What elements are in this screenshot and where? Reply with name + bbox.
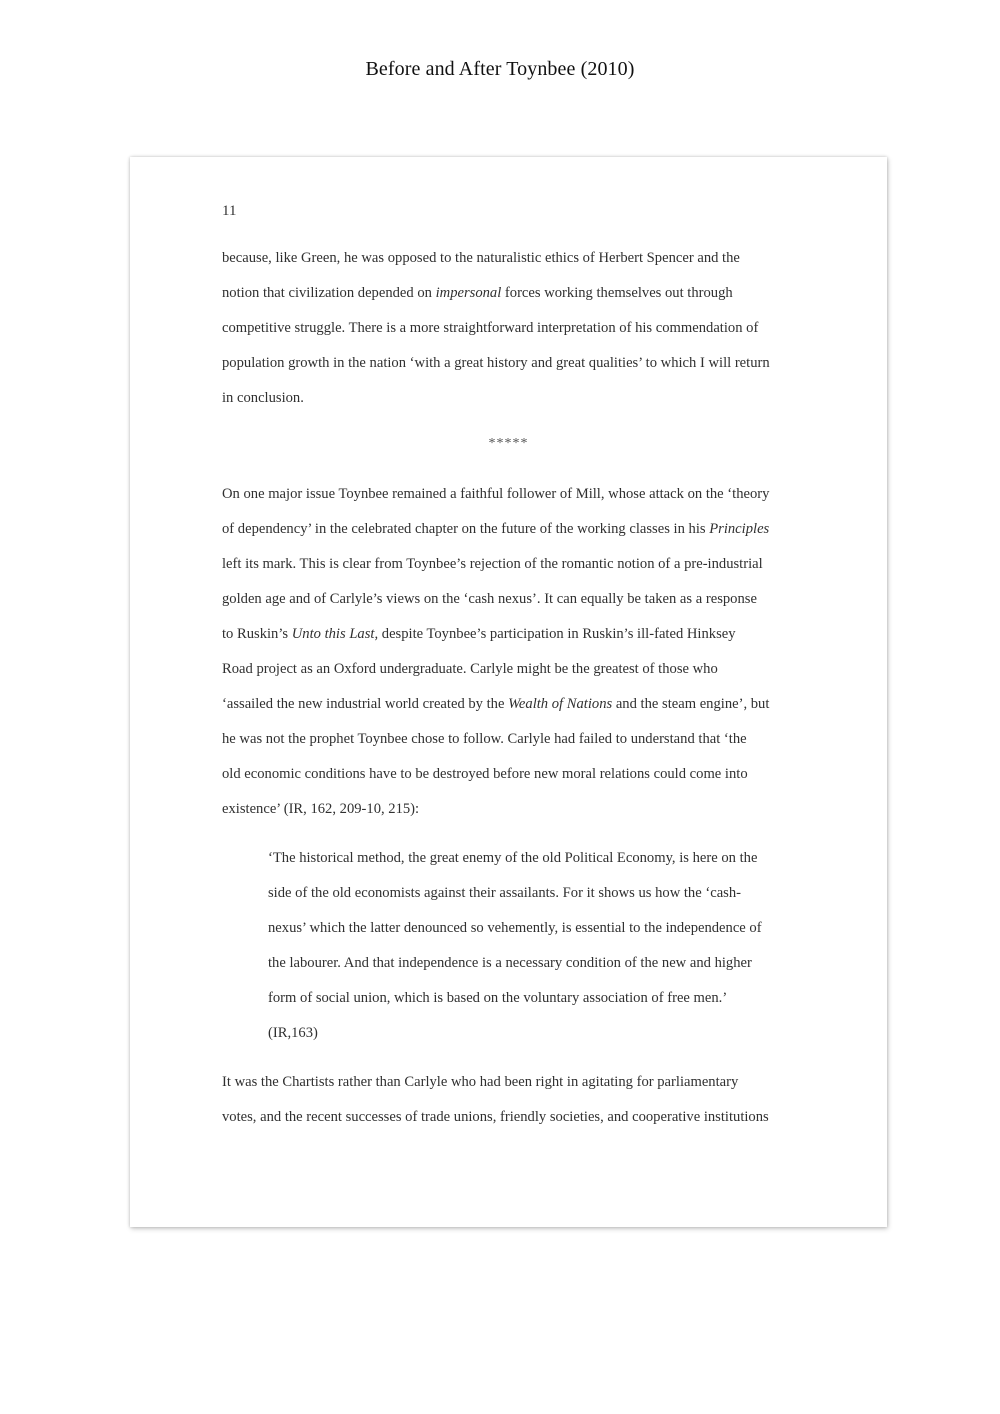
paragraph-3-line: votes, and the recent successes of trade unions, friendly societies, and cooperative institutions [222,1109,769,1125]
block-quote-line: ‘The historical method, the great enemy of the old Political Economy, is here on the [268,850,758,866]
paragraph-1-line: in conclusion. [222,390,304,406]
paragraph-1-line: population growth in the nation ‘with a great history and great qualities’ to which I will return [222,355,770,371]
paragraph-2-line: of dependency’ in the celebrated chapter on the future of the working classes in his Principles [222,521,770,537]
paragraph-2-line: to Ruskin’s Unto this Last, despite Toynbee’s participation in Ruskin’s ill-fated Hinksey [222,626,736,642]
block-quote-line: form of social union, which is based on the voluntary association of free men.’ [268,990,728,1006]
italic-title: Principles [709,521,770,537]
italic-term: impersonal [435,285,502,301]
paragraph-1-line: notion that civilization depended on impersonal forces working themselves out through [222,285,733,301]
block-quote-line: nexus’ which the latter denounced so vehemently, is essential to the independence of [268,920,762,936]
italic-title: Unto this Last, [291,626,379,642]
paragraph-3-line: It was the Chartists rather than Carlyle who had been right in agitating for parliamentary [222,1074,739,1090]
paragraph-2-line: On one major issue Toynbee remained a faithful follower of Mill, whose attack on the ‘theory [222,486,770,502]
page-sheet [130,157,887,1227]
paragraph-2-line: Road project as an Oxford undergraduate. Carlyle might be the greatest of those who [222,661,718,677]
paragraph-2-line: old economic conditions have to be destroyed before new moral relations could come into [222,766,748,782]
paragraph-2-line: he was not the prophet Toynbee chose to follow. Carlyle had failed to understand that ‘the [222,731,747,747]
paragraph-2-line: golden age and of Carlyle’s views on the ‘cash nexus’. It can equally be taken as a response [222,591,757,607]
paragraph-2-line: existence’ (IR, 162, 209-10, 215): [222,801,420,817]
block-quote-line: side of the old economists against their assailants. For it shows us how the ‘cash- [268,885,742,901]
paragraph-2-line: ‘assailed the new industrial world created by the Wealth of Nations and the steam engine’, but [222,696,770,712]
paragraph-1-line: because, like Green, he was opposed to the naturalistic ethics of Herbert Spencer and the [222,250,740,266]
block-quote-line: the labourer. And that independence is a necessary condition of the new and higher [268,955,752,971]
block-quote-citation: (IR,163) [268,1025,318,1041]
paragraph-1-line: competitive struggle. There is a more straightforward interpretation of his commendation of [222,320,759,336]
italic-title: Wealth of Nations [508,696,613,712]
paragraph-2-line: left its mark. This is clear from Toynbee’s rejection of the romantic notion of a pre-industrial [222,556,763,572]
document-title: Before and After Toynbee (2010) [365,58,635,80]
page-number: 11 [222,203,237,219]
section-separator: ***** [488,436,529,451]
